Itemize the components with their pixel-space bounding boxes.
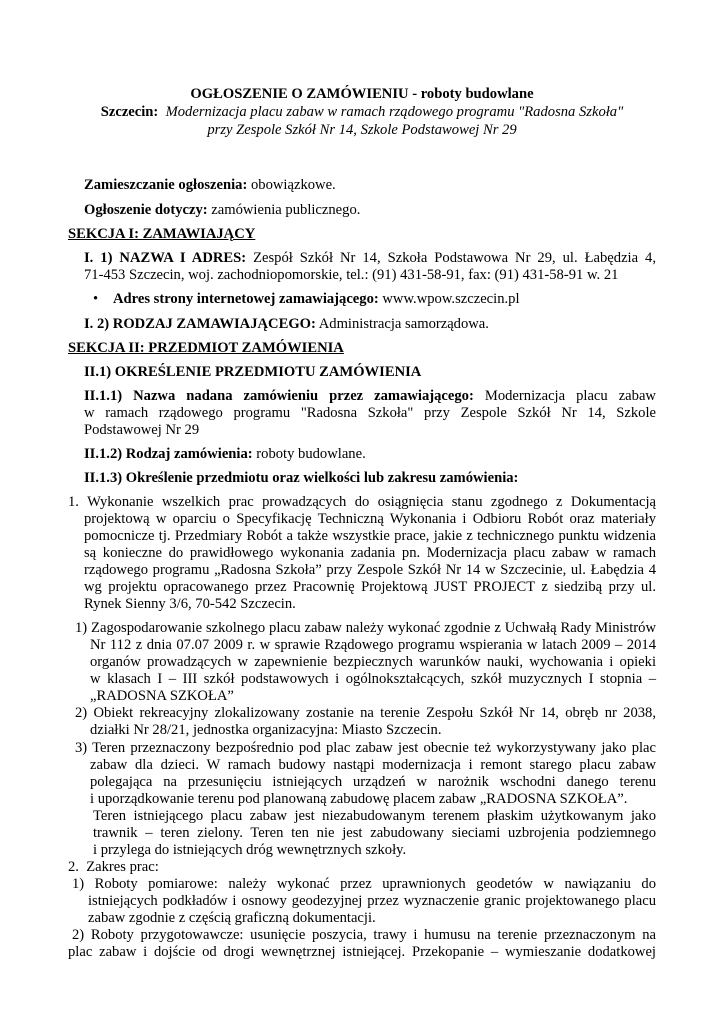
ii11-line2: w ramach rządowego programu "Radosna Szkoła" przy Zespole Szkół Nr 14, Szkole — [84, 405, 656, 421]
ii1-heading: II.1) OKREŚLENIE PRZEDMIOTU ZAMÓWIENIA — [84, 364, 422, 380]
bullet-icon: • — [93, 291, 99, 307]
placement-line: Zamieszczanie ogłoszenia: obowiązkowe. — [84, 177, 336, 193]
web-address-line: Adres strony internetowej zamawiającego: www.wpow.szczecin.pl — [113, 291, 520, 307]
title-subject: Modernizacja placu zabaw w ramach rządowego programu "Radosna Szkoła" — [165, 104, 624, 120]
web-address-link[interactable]: www.wpow.szczecin.pl — [382, 291, 520, 307]
ii12-line: II.1.2) Rodzaj zamówienia: roboty budowlane. — [84, 446, 366, 462]
title-subject-cont: przy Zespole Szkół Nr 14, Szkole Podstawowej Nr 29 — [207, 122, 517, 138]
ii11-line1: II.1.1) Nazwa nadana zamówieniu przez zamawiającego: Modernizacja placu zabaw — [84, 388, 656, 404]
document-page: OGŁOSZENIE O ZAMÓWIENIU - roboty budowlane Szczecin: Modernizacja placu zabaw w ramach rządowego programu "Radosna Szkoła" przy Zespole Szkół Nr 14, Szkole Podstawowej Nr 29 Zamieszczanie ogłoszenia: obowiązkowe. Ogłoszenie dotyczy: zamówienia publicznego. SEKCJA I: ZAMAWIAJĄCY I. 1) NAZWA I ADRES: Zespół Szkół Nr 14, Szkoła Podstawowa Nr 29, ul. Łabędzia 4, 71-453 Szczecin, woj. zachodniopomorskie, tel.: (91) 431-58-91, fax: (91) 431-58-91 w. 21 • Adres strony internetowej zamawiającego: www.wpow.szczecin.pl I. 2) RODZAJ ZAMAWIAJĄCEGO: Administracja samorządowa. SEKCJA II: PRZEDMIOT ZAMÓWIENIA II.1) OKREŚLENIE PRZEDMIOTU ZAMÓWIENIA II.1.1) Nazwa nadana zamówieniu przez zamawiającego: Modernizacja placu zabaw w ramach rządowego programu "Radosna Szkoła" przy Zespole Szkół Nr 14, Szkole Podstawowej Nr 29 II.1.2) Rodzaj zamówienia: roboty budowlane. II.1.3) Określenie przedmiotu oraz wielkości lub zakresu zamówienia: 1. Wykonanie wszelkich prac prowadzących do osiągnięcia stanu zgodnego z Dokumentacją projektową w oparciu o Specyfikację Techniczną Wykonania i Odbioru Robót oraz materiały pomocnicze tj. Przedmiary Robót a także wszystkie prace, jakie z technicznego punktu widzenia są konieczne do prawidłowego wykonania zadania pn. Modernizacja placu zabaw w ramach rządowego programu „Radosna Szkoła” przy Zespole Szkół Nr 14 w Szczecinie, ul. Łabędzia 4 wg projektu opracowanego przez Pracownię Projektową JUST PROJECT z siedzibą przy ul. Rynek Sienny 3/6, 70-542 Szczecin. 1) Zagospodarowanie szkolnego placu zabaw należy wykonać zgodnie z Uchwałą Rady Ministrów Nr 112 z dnia 07.07 2009 r. w sprawie Rządowego programu wspierania w latach 2009 – 2014 organów prowadzących w zapewnienie bezpiecznych warunków nauki, wychowania i opieki w klasach I – III szkół podstawowych i ogólnokształcących, szkół muzycznych I stopnia – „RADOSNA SZKOŁA” 2) Obiekt rekreacyjny zlokalizowany zostanie na terenie Zespołu Szkół Nr 14, obręb nr 2038, działki Nr 28/21, jednostka organizacyjna: Miasto Szczecin. 3) Teren przeznaczony bezpośrednio pod plac zabaw jest obecnie też wykorzystywany jako plac zabaw dla dzieci. W ramach budowy nastąpi modernizacja i remont starego placu zabaw polegająca na przesunięciu istniejących urządzeń w narożnik wschodni danego terenu i uporządkowanie terenu pod planowaną zabudowę placem zabaw „RADOSNA SZKOŁA”. Teren istniejącego placu zabaw jest niezabudowanym terenem płaskim użytkowanym jako trawnik – teren zielony. Teren ten nie jest zabudowany sieciami uzbrojenia podziemnego i przylega do istniejących dróg wewnętrznych szkoły. 2. Zakres prac: 1) Roboty pomiarowe: należy wykonać przez uprawnionych geodetów w nawiązaniu do istniejących podkładów i osnowy geodezyjnej przez wyznaczenie granic projektowanego placu zabaw zgodnie z częścią graficzną dokumentacji. 2) Roboty przygotowawcze: usunięcie poszycia, trawy i humusu na terenie przeznaczonym na plac zabaw i dojście od drogi wewnętrznej istniejącej. Przekopanie – wymieszanie dodatkowej — [0, 0, 724, 1024]
document-title — [60, 85, 664, 139]
ii11-line3: Podstawowej Nr 29 — [84, 422, 200, 438]
i1-line1: I. 1) NAZWA I ADRES: Zespół Szkół Nr 14, Szkoła Podstawowa Nr 29, ul. Łabędzia 4, — [84, 250, 656, 266]
section-2-heading: SEKCJA II: PRZEDMIOT ZAMÓWIENIA — [68, 340, 344, 356]
title-main: OGŁOSZENIE O ZAMÓWIENIU - roboty budowlane — [190, 86, 534, 102]
scope-heading: 2. Zakres prac: — [68, 859, 159, 875]
title-line-2 — [60, 103, 664, 121]
section-1-heading: SEKCJA I: ZAMAWIAJĄCY — [68, 226, 256, 242]
concerns-line: Ogłoszenie dotyczy: zamówienia publicznego. — [84, 202, 361, 218]
i1-line2: 71-453 Szczecin, woj. zachodniopomorskie, tel.: (91) 431-58-91, fax: (91) 431-58-91 w. 21 — [84, 267, 619, 283]
ii13-line: II.1.3) Określenie przedmiotu oraz wielkości lub zakresu zamówienia: — [84, 470, 519, 486]
title-city: Szczecin: — [100, 104, 159, 120]
i2-line: I. 2) RODZAJ ZAMAWIAJĄCEGO: Administracja samorządowa. — [84, 316, 489, 332]
